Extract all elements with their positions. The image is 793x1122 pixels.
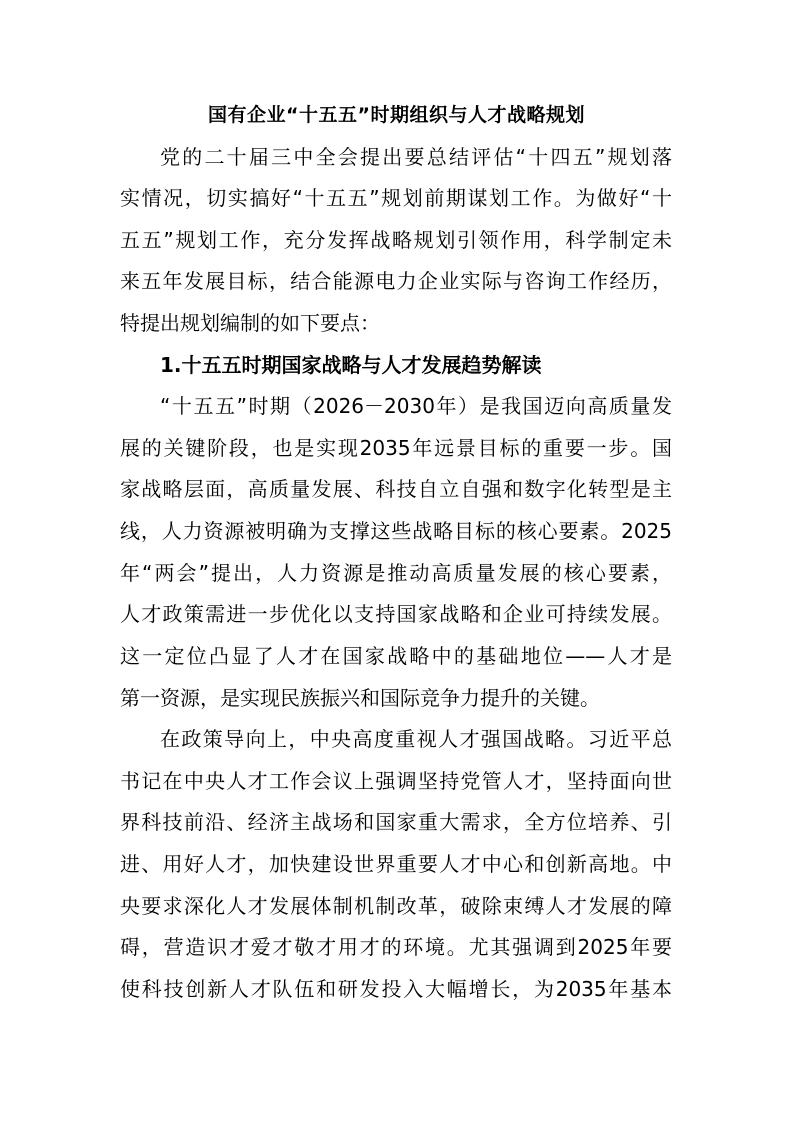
intro-line: 五五”规划工作，充分发挥战略规划引领作用，科学制定未 (120, 228, 672, 252)
body-line: 在政策导向上，中央高度重视人才强国战略。习近平总 (160, 727, 672, 751)
body-line: 展的关键阶段，也是实现2035年远景目标的重要一步。国 (120, 436, 672, 460)
body-line: 界科技前沿、经济主战场和国家重大需求，全方位培养、引 (120, 810, 672, 834)
body-line: 书记在中央人才工作会议上强调坚持党管人才，坚持面向世 (120, 769, 672, 793)
section-heading: 1.十五五时期国家战略与人才发展趋势解读 (160, 353, 542, 377)
body-line: 使科技创新人才队伍和研发投入大幅增长，为2035年基本 (120, 977, 672, 1001)
body-line: 央要求深化人才发展体制机制改革，破除束缚人才发展的障 (120, 894, 672, 918)
body-line: 线，人力资源被明确为支撑这些战略目标的核心要素。2025 (120, 519, 672, 543)
intro-line: 实情况，切实搞好“十五五”规划前期谋划工作。为做好“十 (120, 186, 672, 210)
body-line: 第一资源，是实现民族振兴和国际竞争力提升的关键。 (120, 686, 600, 710)
body-line: 家战略层面，高质量发展、科技自立自强和数字化转型是主 (120, 477, 672, 501)
body-line: 这一定位凸显了人才在国家战略中的基础地位——人才是 (120, 644, 672, 668)
body-line: 年“两会”提出，人力资源是推动高质量发展的核心要素， (120, 561, 672, 585)
body-line: 人才政策需进一步优化以支持国家战略和企业可持续发展。 (120, 602, 672, 626)
body-line: 进、用好人才，加快建设世界重要人才中心和创新高地。中 (120, 852, 672, 876)
body-line: “十五五”时期（2026－2030年）是我国迈向高质量发 (160, 394, 672, 418)
intro-line: 来五年发展目标，结合能源电力企业实际与咨询工作经历， (120, 269, 672, 293)
intro-line: 党的二十届三中全会提出要总结评估“十四五”规划落 (160, 145, 672, 169)
body-line: 碍，营造识才爱才敬才用才的环境。尤其强调到2025年要 (120, 935, 672, 959)
document-title: 国有企业“十五五”时期组织与人才战略规划 (208, 104, 585, 126)
intro-line: 特提出规划编制的如下要点： (120, 311, 380, 335)
